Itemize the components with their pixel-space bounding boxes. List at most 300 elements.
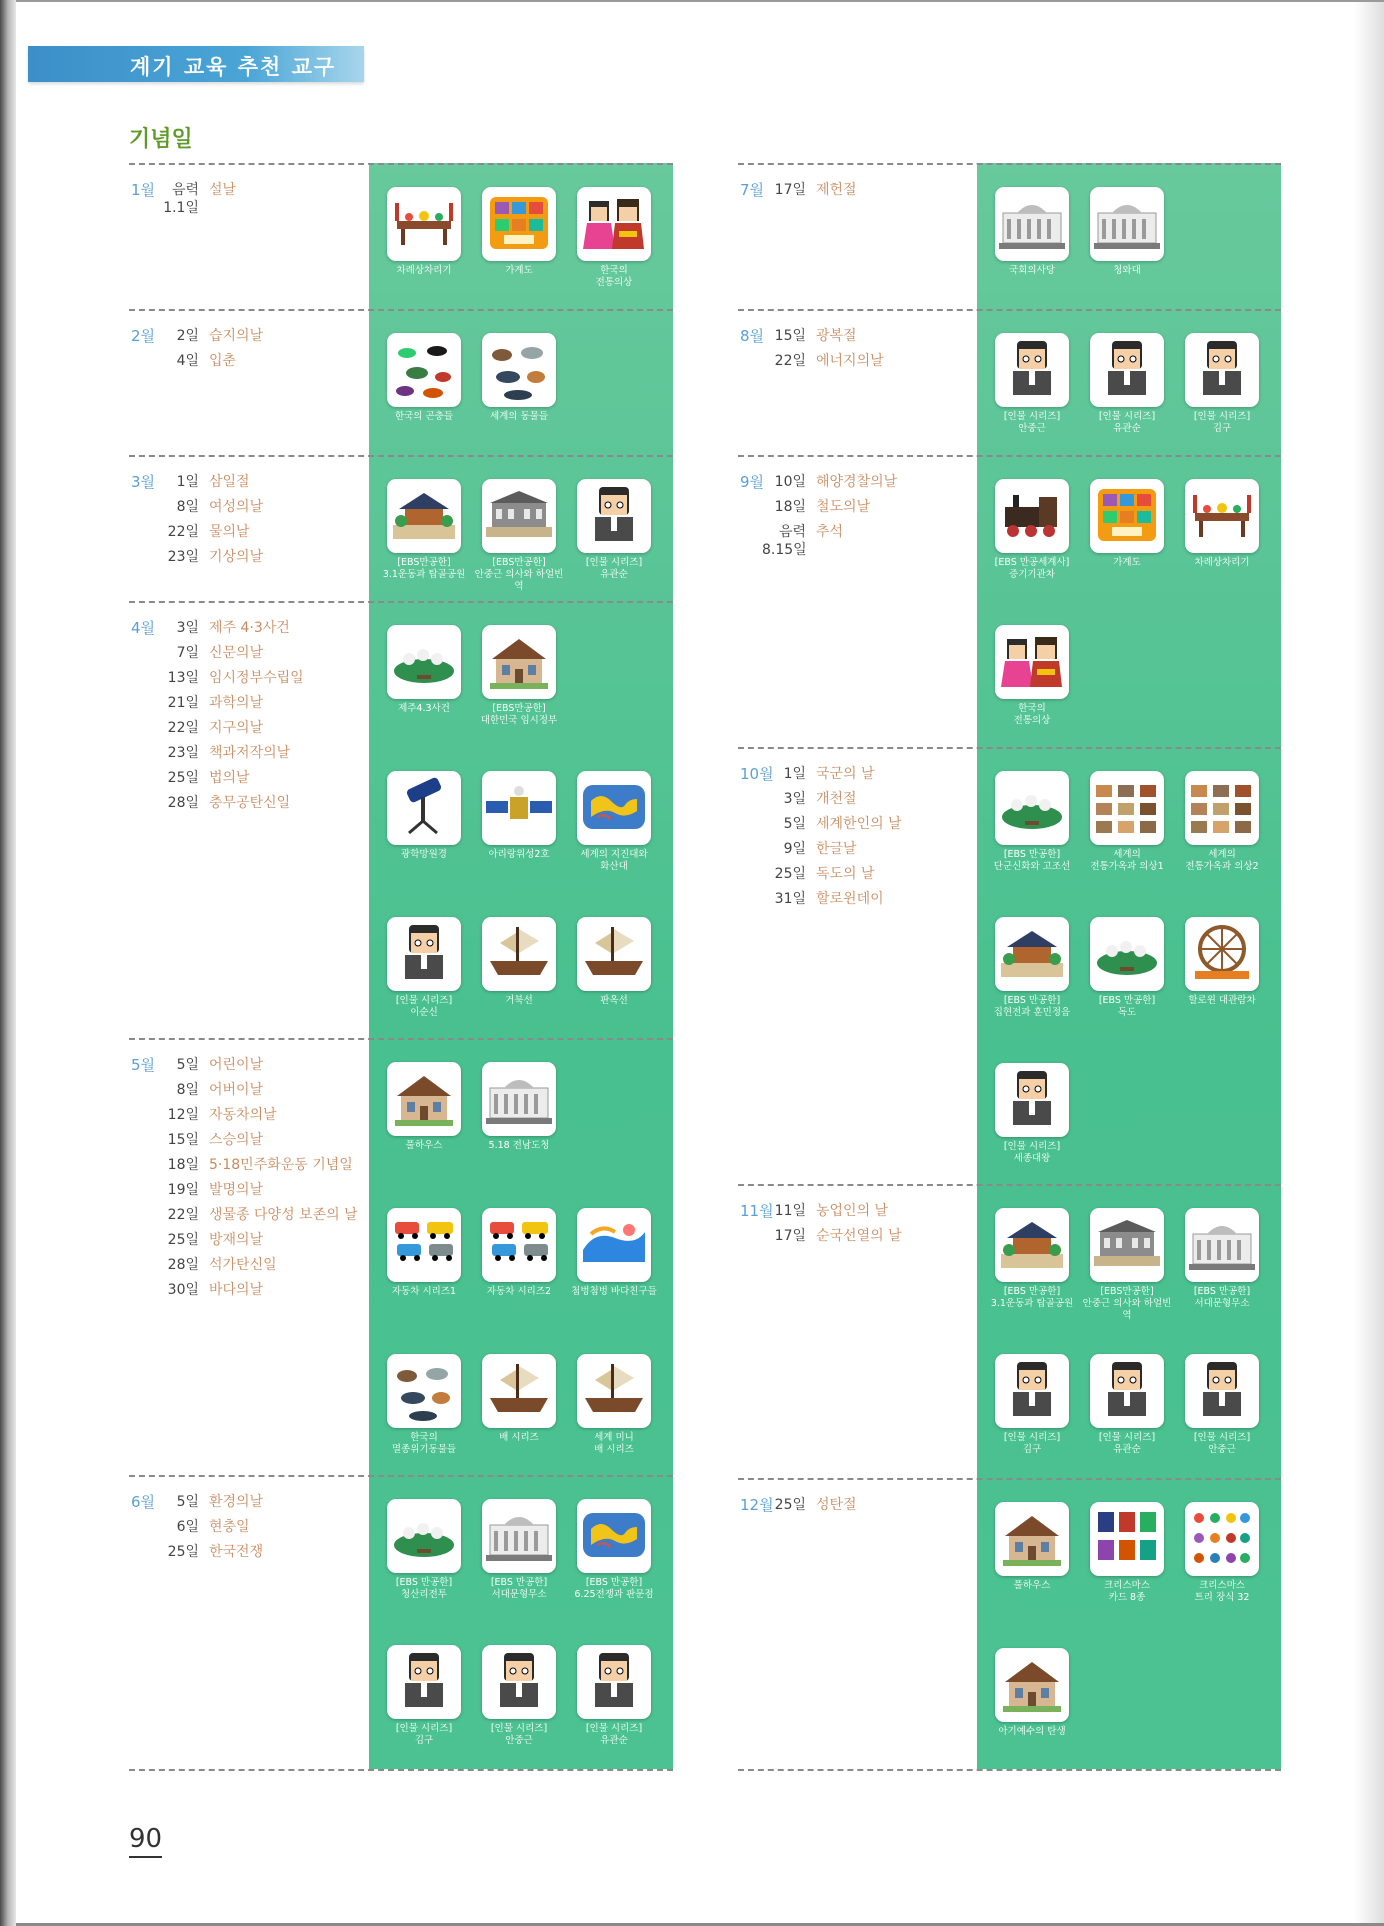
product-thumbnail[interactable] xyxy=(995,1208,1069,1282)
product-thumbnail[interactable] xyxy=(995,1502,1069,1576)
product-caption: [인물 시리즈] 안중근 xyxy=(1193,1432,1251,1455)
entry-date: 31일 xyxy=(774,891,806,907)
product-caption: 거북선 xyxy=(505,995,533,1006)
month-label: 1월 xyxy=(131,181,156,199)
anniversary-entry xyxy=(762,1494,857,1514)
entry-name: 충무공탄신일 xyxy=(209,795,291,811)
product-caption: [인물 시리즈] 유관순 xyxy=(1098,411,1156,434)
person-icon xyxy=(995,1354,1069,1428)
product-thumbnail[interactable] xyxy=(995,917,1069,991)
product-thumbnail[interactable] xyxy=(482,771,556,845)
island-icon xyxy=(387,625,461,699)
book-spine xyxy=(0,0,16,1926)
anniversary-entry xyxy=(153,1254,277,1274)
entry-date: 25일 xyxy=(167,1232,199,1248)
entry-name: 법의날 xyxy=(209,770,250,786)
product-caption: 첨벙첨벙 바다친구들 xyxy=(571,1286,657,1297)
product-thumbnail[interactable] xyxy=(387,771,461,845)
people-icon xyxy=(995,625,1069,699)
globe-icon xyxy=(577,771,651,845)
subsection-title: 기념일 xyxy=(129,127,193,152)
anniversary-entry xyxy=(153,1154,353,1174)
product-thumbnail[interactable] xyxy=(387,1645,461,1719)
month-section xyxy=(738,455,1281,747)
product-thumbnail[interactable] xyxy=(577,1499,651,1573)
product-thumbnail[interactable] xyxy=(387,333,461,407)
anniversary-entry xyxy=(153,350,236,370)
entry-date: 28일 xyxy=(167,1257,199,1273)
product-thumbnail[interactable] xyxy=(1185,1502,1259,1576)
product-caption: 가계도 xyxy=(505,265,533,276)
product-thumbnail[interactable] xyxy=(577,1354,651,1428)
product-caption: 세계의 전통가옥과 의상2 xyxy=(1185,849,1259,872)
product-thumbnail[interactable] xyxy=(387,479,461,553)
anniversary-entry xyxy=(153,792,290,812)
entry-name: 방재의날 xyxy=(209,1232,264,1248)
table-icon xyxy=(1185,479,1259,553)
entry-name: 추석 xyxy=(816,524,844,540)
person-icon xyxy=(387,1645,461,1719)
product-thumbnail[interactable] xyxy=(482,625,556,699)
entry-name: 책과저작의날 xyxy=(209,745,291,761)
building-icon xyxy=(1185,1208,1259,1282)
product-caption: 제주4.3사건 xyxy=(398,703,450,714)
product-thumbnail[interactable] xyxy=(1090,333,1164,407)
section-header-banner xyxy=(28,46,364,82)
sea-icon xyxy=(577,1208,651,1282)
entry-date: 5일 xyxy=(176,1494,199,1510)
product-caption: [인물 시리즈] 안중근 xyxy=(490,1723,548,1746)
animals-icon xyxy=(387,1354,461,1428)
entry-name: 제주 4·3사건 xyxy=(209,620,290,636)
month-section xyxy=(129,309,673,455)
entry-date: 1일 xyxy=(783,766,806,782)
product-caption: [인물 시리즈] 세종대왕 xyxy=(1003,1141,1061,1164)
entry-name: 환경의날 xyxy=(209,1494,264,1510)
month-label: 6월 xyxy=(131,1493,156,1511)
entry-name: 설날 xyxy=(209,182,237,198)
building-icon xyxy=(1090,187,1164,261)
product-thumbnail[interactable] xyxy=(577,187,651,261)
product-caption: [EBS 만공한] 청산리전투 xyxy=(395,1577,453,1600)
product-caption: [EBS 만공한] 서대문형무소 xyxy=(1193,1286,1251,1309)
product-caption: 세계 미니 배 시리즈 xyxy=(594,1432,634,1455)
product-caption: 크리스마스 카드 8종 xyxy=(1104,1580,1150,1603)
anniversary-entry xyxy=(153,1129,263,1149)
entry-name: 입춘 xyxy=(209,353,237,369)
cars-icon xyxy=(482,1208,556,1282)
product-thumbnail[interactable] xyxy=(482,1062,556,1136)
product-caption: 아리랑위성2호 xyxy=(488,849,550,860)
person-icon xyxy=(1090,1354,1164,1428)
product-thumbnail[interactable] xyxy=(387,917,461,991)
anniversary-entry xyxy=(762,325,857,345)
product-caption: [EBS만공한] 안중근 의사와 하얼빈 역 xyxy=(474,557,564,592)
anniversary-entry xyxy=(153,546,263,566)
anniversary-entry xyxy=(762,496,870,516)
entry-name: 국군의 날 xyxy=(816,766,875,782)
product-caption: 풀하우스 xyxy=(405,1140,443,1151)
station-icon xyxy=(482,479,556,553)
cards-icon xyxy=(1090,1502,1164,1576)
product-caption: [인물 시리즈] 유관순 xyxy=(1098,1432,1156,1455)
product-thumbnail[interactable] xyxy=(1185,917,1259,991)
entry-date: 25일 xyxy=(167,1544,199,1560)
entry-date: 5일 xyxy=(176,1057,199,1073)
anniversary-entry xyxy=(153,1541,263,1561)
product-thumbnail[interactable] xyxy=(387,625,461,699)
product-thumbnail[interactable] xyxy=(387,187,461,261)
product-caption: 한국의 전통의상 xyxy=(595,265,633,288)
product-thumbnail[interactable] xyxy=(387,1499,461,1573)
person-icon xyxy=(995,333,1069,407)
entry-name: 한국전쟁 xyxy=(209,1544,264,1560)
product-thumbnail[interactable] xyxy=(482,479,556,553)
product-caption: [EBS 만공한] 6.25전쟁과 판문점 xyxy=(574,1577,654,1600)
product-thumbnail[interactable] xyxy=(1185,333,1259,407)
entry-date: 25일 xyxy=(167,770,199,786)
month-section xyxy=(738,1478,1281,1769)
person-icon xyxy=(577,479,651,553)
anniversary-entry xyxy=(762,813,902,833)
anniversary-entry xyxy=(762,471,897,491)
island-icon xyxy=(995,771,1069,845)
product-thumbnail[interactable] xyxy=(995,771,1069,845)
entry-date: 15일 xyxy=(774,328,806,344)
station-icon xyxy=(1090,1208,1164,1282)
month-label: 11월 xyxy=(740,1202,774,1220)
entry-date: 3일 xyxy=(783,791,806,807)
entry-date: 21일 xyxy=(167,695,199,711)
entry-date: 22일 xyxy=(167,720,199,736)
anniversary-entry xyxy=(762,179,857,199)
entry-name: 에너지의날 xyxy=(816,353,884,369)
entry-lunar-date: 1.1일 xyxy=(163,200,199,216)
people-icon xyxy=(577,187,651,261)
animals-icon xyxy=(482,333,556,407)
person-icon xyxy=(482,1645,556,1719)
product-caption: 세계의 전통가옥과 의상1 xyxy=(1090,849,1164,872)
house-icon xyxy=(995,1502,1069,1576)
product-thumbnail[interactable] xyxy=(1185,1354,1259,1428)
anniversary-entry xyxy=(153,717,263,737)
entry-name: 어린이날 xyxy=(209,1057,264,1073)
page-number: 90 xyxy=(129,1824,162,1858)
product-caption: 한국의 전통의상 xyxy=(1013,703,1051,726)
anniversary-entry xyxy=(153,1054,263,1074)
product-thumbnail[interactable] xyxy=(995,1354,1069,1428)
entry-name: 물의날 xyxy=(209,524,250,540)
entry-name: 바다의날 xyxy=(209,1282,264,1298)
anniversary-entry xyxy=(762,1200,888,1220)
month-section xyxy=(738,309,1281,455)
entry-date: 음력 xyxy=(778,524,806,540)
entry-date: 11일 xyxy=(774,1203,806,1219)
top-border xyxy=(16,0,1384,2)
anniversary-entry xyxy=(153,742,290,762)
bugs-icon xyxy=(387,333,461,407)
product-caption: 한국의 멸종위기동물들 xyxy=(391,1432,457,1455)
entry-name: 과학의날 xyxy=(209,695,264,711)
entry-date: 5일 xyxy=(783,816,806,832)
month-label: 5월 xyxy=(131,1056,156,1074)
product-thumbnail[interactable] xyxy=(577,479,651,553)
product-thumbnail[interactable] xyxy=(1090,1208,1164,1282)
product-caption: [EBS 만공한] 단군신화와 고조선 xyxy=(993,849,1071,872)
product-caption: 차례상차리기 xyxy=(396,265,452,276)
product-caption: 5.18 전남도청 xyxy=(488,1140,550,1151)
anniversary-entry xyxy=(762,838,857,858)
cars-icon xyxy=(387,1208,461,1282)
entry-date: 23일 xyxy=(167,549,199,565)
product-caption: 크리스마스 트리 장식 32 xyxy=(1194,1580,1250,1603)
train-icon xyxy=(995,479,1069,553)
wheel-icon xyxy=(1185,917,1259,991)
anniversary-entry xyxy=(153,521,250,541)
product-thumbnail[interactable] xyxy=(1185,479,1259,553)
month-label: 8월 xyxy=(740,327,765,345)
anniversary-entry xyxy=(153,767,250,787)
column-end-divider xyxy=(129,1769,673,1771)
anniversary-entry xyxy=(153,179,236,199)
month-section xyxy=(129,601,673,1038)
entry-name: 할로윈데이 xyxy=(816,891,884,907)
product-caption: [EBS만공한] 안중근 의사와 하얼빈 역 xyxy=(1082,1286,1172,1321)
product-caption: 세계의 지진대와 화산대 xyxy=(580,849,648,872)
ornaments-icon xyxy=(1185,1502,1259,1576)
houses-icon xyxy=(1185,771,1259,845)
entry-date: 28일 xyxy=(167,795,199,811)
product-thumbnail[interactable] xyxy=(482,333,556,407)
entry-date: 8일 xyxy=(176,1082,199,1098)
entry-date: 4일 xyxy=(176,353,199,369)
product-caption: [EBS 만공한] 3.1운동과 탑골공원 xyxy=(990,1286,1074,1309)
entry-date: 12일 xyxy=(167,1107,199,1123)
entry-name: 현충일 xyxy=(209,1519,250,1535)
product-thumbnail[interactable] xyxy=(577,917,651,991)
product-caption: [인물 시리즈] 안중근 xyxy=(1003,411,1061,434)
month-section xyxy=(129,163,673,309)
month-section xyxy=(738,1184,1281,1478)
entry-date: 13일 xyxy=(167,670,199,686)
entry-name: 개천절 xyxy=(816,791,857,807)
entry-name: 세계한인의 날 xyxy=(816,816,902,832)
building-icon xyxy=(995,187,1069,261)
product-caption: [EBS 만공한] 서대문형무소 xyxy=(490,1577,548,1600)
anniversary-entry xyxy=(762,521,843,541)
entry-date: 17일 xyxy=(774,182,806,198)
anniversary-entry xyxy=(153,692,263,712)
anniversary-entry xyxy=(153,1204,358,1224)
entry-name: 발명의날 xyxy=(209,1182,264,1198)
entry-name: 임시정부수립일 xyxy=(209,670,304,686)
entry-date: 2일 xyxy=(176,328,199,344)
product-thumbnail[interactable] xyxy=(577,1208,651,1282)
month-section xyxy=(738,163,1281,309)
product-caption: 차례상차리기 xyxy=(1194,557,1250,568)
entry-name: 신문의날 xyxy=(209,645,264,661)
entry-name: 자동차의날 xyxy=(209,1107,277,1123)
product-thumbnail[interactable] xyxy=(482,1208,556,1282)
month-section xyxy=(129,1038,673,1475)
houses-icon xyxy=(1090,771,1164,845)
anniversary-entry xyxy=(153,1279,263,1299)
product-caption: 청와대 xyxy=(1113,265,1141,276)
product-caption: [인물 시리즈] 김구 xyxy=(1003,1432,1061,1455)
product-caption: 풀하우스 xyxy=(1013,1580,1051,1591)
product-thumbnail[interactable] xyxy=(482,1499,556,1573)
ship-icon xyxy=(577,1354,651,1428)
house-icon xyxy=(387,1062,461,1136)
month-label: 2월 xyxy=(131,327,156,345)
month-section xyxy=(738,747,1281,1184)
entry-name: 독도의 날 xyxy=(816,866,875,882)
product-thumbnail[interactable] xyxy=(482,1354,556,1428)
product-thumbnail[interactable] xyxy=(995,625,1069,699)
month-section xyxy=(129,1475,673,1769)
product-thumbnail[interactable] xyxy=(1090,771,1164,845)
month-label: 10월 xyxy=(740,765,774,783)
product-thumbnail[interactable] xyxy=(1090,917,1164,991)
product-thumbnail[interactable] xyxy=(995,187,1069,261)
anniversary-entry xyxy=(153,667,304,687)
product-thumbnail[interactable] xyxy=(482,187,556,261)
entry-date: 10일 xyxy=(774,474,806,490)
month-label: 12월 xyxy=(740,1496,774,1514)
product-thumbnail[interactable] xyxy=(1090,479,1164,553)
entry-name: 석가탄신일 xyxy=(209,1257,277,1273)
entry-date: 8일 xyxy=(176,499,199,515)
product-caption: 광학망원경 xyxy=(401,849,447,860)
entry-date: 25일 xyxy=(774,866,806,882)
entry-name: 지구의날 xyxy=(209,720,264,736)
entry-name: 스승의날 xyxy=(209,1132,264,1148)
product-caption: [EBS만공한] 대한민국 임시정부 xyxy=(480,703,558,726)
product-thumbnail[interactable] xyxy=(1090,1354,1164,1428)
product-caption: [인물 시리즈] 김구 xyxy=(395,1723,453,1746)
anniversary-entry xyxy=(762,1225,902,1245)
product-thumbnail[interactable] xyxy=(387,1208,461,1282)
frame-icon xyxy=(1090,479,1164,553)
entry-date: 18일 xyxy=(167,1157,199,1173)
column-end-divider xyxy=(738,1769,1281,1771)
product-caption: [인물 시리즈] 이순신 xyxy=(395,995,453,1018)
entry-name: 여성의날 xyxy=(209,499,264,515)
page-edge-shadow xyxy=(1354,0,1384,1926)
product-thumbnail[interactable] xyxy=(482,1645,556,1719)
anniversary-entry xyxy=(762,888,884,908)
entry-date: 7일 xyxy=(176,645,199,661)
anniversary-entry xyxy=(153,1229,263,1249)
entry-name: 삼일절 xyxy=(209,474,250,490)
product-thumbnail[interactable] xyxy=(995,479,1069,553)
product-thumbnail[interactable] xyxy=(995,333,1069,407)
entry-date: 음력 xyxy=(171,182,199,198)
entry-date: 23일 xyxy=(167,745,199,761)
satellite-icon xyxy=(482,771,556,845)
product-thumbnail[interactable] xyxy=(577,771,651,845)
anniversary-entry xyxy=(153,325,263,345)
ship-icon xyxy=(482,917,556,991)
product-caption: 가계도 xyxy=(1113,557,1141,568)
anniversary-entry xyxy=(153,617,290,637)
pavilion-icon xyxy=(995,917,1069,991)
product-caption: 할로윈 대관람차 xyxy=(1188,995,1256,1006)
pavilion-icon xyxy=(995,1208,1069,1282)
anniversary-entry xyxy=(762,788,857,808)
product-thumbnail[interactable] xyxy=(387,1354,461,1428)
anniversary-entry xyxy=(762,863,875,883)
anniversary-entry xyxy=(153,471,250,491)
entry-name: 어버이날 xyxy=(209,1082,264,1098)
anniversary-entry xyxy=(153,1516,250,1536)
ship-icon xyxy=(482,1354,556,1428)
product-thumbnail[interactable] xyxy=(995,1063,1069,1137)
entry-name: 제헌절 xyxy=(816,182,857,198)
entry-date: 18일 xyxy=(774,499,806,515)
anniversary-entry xyxy=(153,1179,263,1199)
building-icon xyxy=(482,1062,556,1136)
product-thumbnail[interactable] xyxy=(482,917,556,991)
product-thumbnail[interactable] xyxy=(995,1648,1069,1722)
product-caption: 국회의사당 xyxy=(1009,265,1055,276)
island-icon xyxy=(387,1499,461,1573)
anniversary-entry xyxy=(762,350,884,370)
entry-date: 9일 xyxy=(783,841,806,857)
telescope-icon xyxy=(387,771,461,845)
product-caption: 아기예수의 탄생 xyxy=(998,1726,1066,1737)
product-thumbnail[interactable] xyxy=(1090,1502,1164,1576)
ship-icon xyxy=(577,917,651,991)
section-header-title: 계기 교육 추천 교구 xyxy=(130,55,337,79)
person-icon xyxy=(1185,1354,1259,1428)
person-icon xyxy=(387,917,461,991)
entry-date: 22일 xyxy=(167,524,199,540)
entry-date: 25일 xyxy=(774,1497,806,1513)
product-caption: 한국의 곤충들 xyxy=(394,411,454,422)
anniversary-entry xyxy=(762,763,875,783)
product-caption: 자동차 시리즈2 xyxy=(486,1286,552,1297)
product-thumbnail[interactable] xyxy=(1185,771,1259,845)
entry-date: 22일 xyxy=(167,1207,199,1223)
entry-name: 습지의날 xyxy=(209,328,264,344)
entry-name: 기상의날 xyxy=(209,549,264,565)
product-thumbnail[interactable] xyxy=(1090,187,1164,261)
globe-icon xyxy=(577,1499,651,1573)
month-label: 3월 xyxy=(131,473,156,491)
month-label: 7월 xyxy=(740,181,765,199)
entry-name: 생물종 다양성 보존의 날 xyxy=(209,1207,358,1223)
anniversary-entry xyxy=(153,1491,263,1511)
product-caption: 배 시리즈 xyxy=(499,1432,539,1443)
entry-lunar-date: 8.15일 xyxy=(762,542,807,558)
product-thumbnail[interactable] xyxy=(1185,1208,1259,1282)
pavilion-icon xyxy=(387,479,461,553)
table-icon xyxy=(387,187,461,261)
entry-date: 22일 xyxy=(774,353,806,369)
anniversary-entry xyxy=(153,642,263,662)
product-thumbnail[interactable] xyxy=(577,1645,651,1719)
house-icon xyxy=(482,625,556,699)
month-label: 9월 xyxy=(740,473,765,491)
product-caption: [인물 시리즈] 유관순 xyxy=(585,557,643,580)
person-icon xyxy=(995,1063,1069,1137)
entry-name: 해양경찰의날 xyxy=(816,474,898,490)
entry-name: 5·18민주화운동 기념일 xyxy=(209,1157,353,1173)
product-thumbnail[interactable] xyxy=(387,1062,461,1136)
product-caption: [인물 시리즈] 김구 xyxy=(1193,411,1251,434)
product-caption: [EBS 만공세계사] 증기기관차 xyxy=(994,557,1070,580)
